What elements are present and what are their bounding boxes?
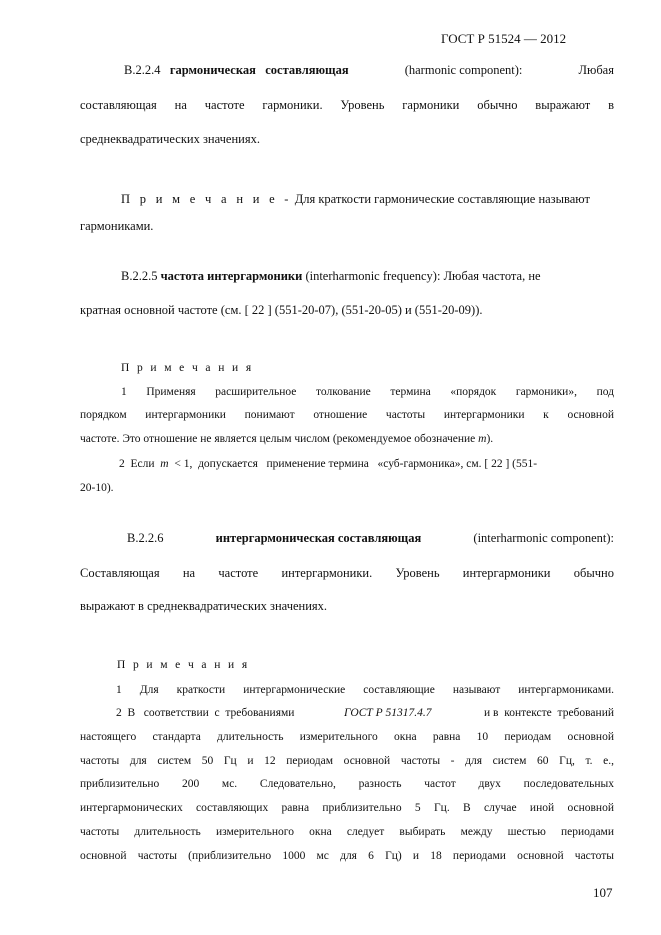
notes-2-item1-line1: 1 Применяя расширительное толкование термина «порядок гармоники», под	[121, 386, 614, 398]
notes-3-item2-line3: частоты для систем 50 Гц и 12 периодам основной частоты - для систем 60 Гц, т. е.,	[80, 755, 614, 767]
note-1: П р и м е ч а н и е - Для краткости гармонические составляющие называют	[121, 192, 590, 206]
term-225-line2: кратная основной частоте (см. [ 22 ] (551-20-07), (551-20-05) и (551-20-09)).	[80, 303, 483, 317]
term-226-line1: B.2.2.6 интергармоническая составляющая (interharmonic component):	[127, 531, 614, 545]
document-header: ГОСТ Р 51524 — 2012	[441, 31, 567, 46]
notes-3-item2-line2: настоящего стандарта длительность измерительного окна равна 10 периодам основной	[80, 731, 614, 743]
notes-3-item2-line4: приблизительно 200 мс. Следовательно, разность частот двух последовательных	[80, 778, 614, 790]
term-name: частота интергармоники	[160, 269, 303, 283]
notes-3-item2-line6: частоты длительность измерительного окна следует выбирать между шестью периодами	[80, 826, 614, 838]
clause-number: B.2.2.4	[124, 63, 161, 77]
notes-3-label: П р и м е ч а н и я	[117, 659, 250, 671]
term-name: гармоническая составляющая	[169, 63, 349, 77]
notes-2-item2-line2: 20-10).	[80, 482, 114, 494]
term-name: интергармоническая составляющая	[215, 531, 422, 545]
page-number: 107	[593, 885, 613, 900]
term-224-line3: среднеквадратических значениях.	[80, 132, 260, 146]
term-224-line2: составляющая на частоте гармоники. Уровень гармоники обычно выражают в	[80, 98, 614, 112]
notes-3-item2-line1: 2 В соответствии с требованиями ГОСТ Р 51317.4.7 и в контексте требований	[116, 707, 614, 719]
term-english: (harmonic component):	[404, 63, 523, 77]
notes-2-item2-line1: 2 Если m < 1, допускается применение термина «суб-гармоника», см. [ 22 ] (551-	[119, 458, 538, 470]
note-label: П р и м е ч а н и е	[121, 192, 279, 206]
term-225-line1: В.2.2.5 частота интергармоники (interharmonic frequency): Любая частота, не	[121, 269, 541, 283]
notes-3-item2-line7: основной частоты (приблизительно 1000 мс для 6 Гц) и 18 периодами основной частоты	[80, 850, 614, 862]
notes-3-item1: 1 Для краткости интергармонические составляющие называют интергармониками.	[116, 684, 614, 696]
term-226-line2: Составляющая на частоте интергармоники. Уровень интергармоники обычно	[80, 566, 614, 580]
term-226-line3: выражают в среднеквадратических значениях.	[80, 599, 328, 613]
notes-2-label: П р и м е ч а н и я	[121, 362, 254, 374]
standard-reference: ГОСТ Р 51317.4.7	[344, 707, 432, 719]
note-1-line2: гармониками.	[80, 219, 154, 233]
term-definition-start: Любая	[578, 63, 614, 77]
term-224-line1	[124, 62, 614, 78]
notes-2-item1-line2: порядком интергармоники понимают отношение частоты интергармоники к основной	[80, 409, 614, 421]
notes-3-item2-line5: интергармонических составляющих равна приблизительно 5 Гц. В случае иной основной	[80, 802, 614, 814]
notes-2-item1-line3: частоте. Это отношение не является целым числом (рекомендуемое обозначение m).	[80, 433, 494, 445]
